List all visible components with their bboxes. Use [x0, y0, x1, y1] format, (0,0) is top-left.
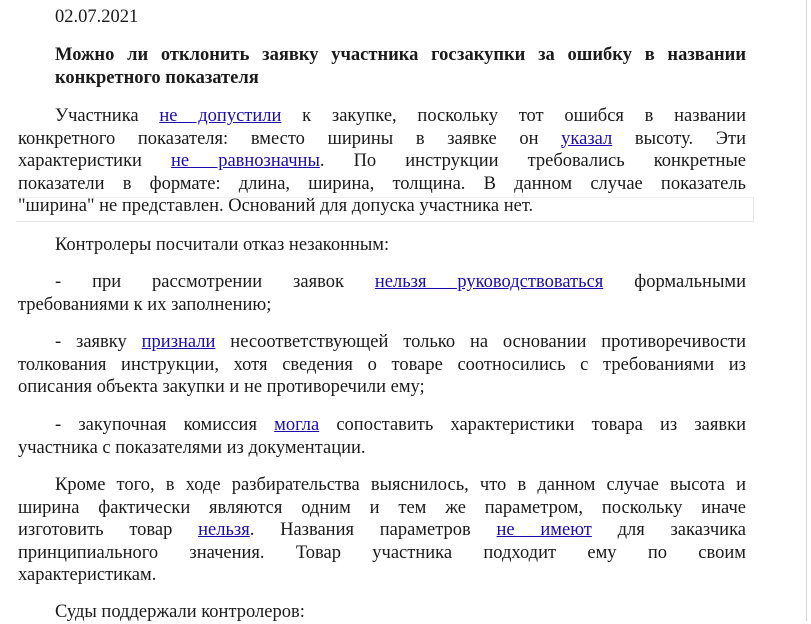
p6-line-2: ширина фактически являются одним и тем же параметром, поскольку иначе: [18, 497, 746, 518]
link-mogla[interactable]: могла: [274, 415, 320, 435]
p4-line-3: описания объекта закупки и не противоречили ему;: [18, 377, 425, 397]
link-ne-ravnoznachny[interactable]: не равнозначны: [171, 151, 320, 171]
p3-line-2: требованиями к их заполнению;: [18, 294, 272, 315]
p6-line-4: принципиального значения. Товар участника подходит ему по своим: [18, 542, 746, 563]
p1-line-4: показатели в формате: длина, ширина, толщина. В данном случае показатель: [18, 173, 746, 194]
p5-line-2: участника с показателями из документации.: [18, 437, 366, 458]
p5-line-1: - закупочная комиссия могла сопоставить характеристики товара из заявки: [55, 415, 746, 435]
article-title: [55, 44, 746, 89]
p4-line-1: - заявку признали несоответствующей только на основании противоречивости: [55, 332, 746, 352]
paragraph-3: [18, 271, 746, 316]
link-ne-dopustili[interactable]: не допустили: [159, 106, 282, 126]
title-line-1: Можно ли отклонить заявку участника госзакупки за ошибку в названии: [55, 45, 746, 65]
p1-line-1: Участника не допустили к закупке, поскольку тот ошибся в названии: [55, 106, 746, 126]
p6-line-1: Кроме того, в ходе разбирательства выяснилось, что в данном случае высота и: [55, 475, 746, 495]
p7-line-1: Суды поддержали контролеров:: [55, 602, 305, 622]
p1-line-3: характеристики не равнозначны. По инструкции требовались конкретные: [18, 151, 746, 171]
p1-line-2: конкретного показателя: вместо ширины в заявке он указал высоту. Эти: [18, 128, 746, 149]
paragraph-6: [18, 474, 746, 587]
link-ukazal[interactable]: указал: [561, 128, 613, 149]
document-date: 02.07.2021: [55, 7, 139, 27]
p1-line-5: "ширина" не представлен. Оснований для допуска участника нет.: [18, 196, 534, 216]
title-line-2: конкретного показателя: [55, 67, 259, 88]
link-nelzya[interactable]: нельзя: [198, 520, 250, 540]
p2-line-1: Контролеры посчитали отказ незаконным:: [55, 235, 390, 255]
p3-line-1: - при рассмотрении заявок нельзя руководствоваться формальными: [55, 272, 746, 292]
link-nelzya-rukovodstvovatsya[interactable]: нельзя руководствоваться: [374, 272, 604, 292]
p6-line-3: изготовить товар нельзя. Названия параметров не имеют для заказчика: [18, 520, 746, 540]
paragraph-1: [18, 105, 746, 218]
link-ne-imeyut[interactable]: не имеют: [496, 520, 592, 540]
paragraph-2: [18, 234, 746, 257]
link-priznali[interactable]: признали: [141, 332, 216, 352]
paragraph-5: [18, 414, 746, 459]
p4-line-2: толкования инструкции, хотя сведения о товаре соотносились с требованиями из: [18, 354, 746, 375]
paragraph-7: [18, 601, 746, 624]
paragraph-4: [18, 331, 746, 399]
page-edge-rule: [806, 0, 807, 621]
p6-line-5: характеристикам.: [18, 565, 157, 585]
